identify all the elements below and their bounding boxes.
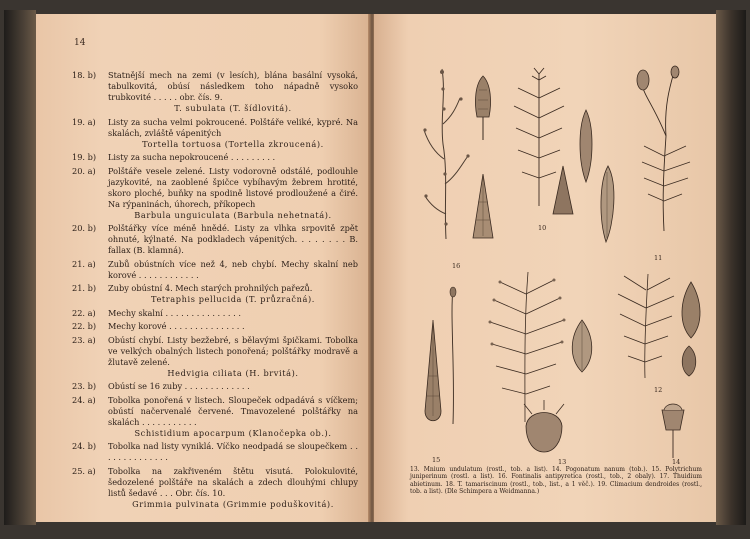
key-entry [72, 441, 376, 463]
key-entry [72, 166, 376, 221]
figure-label-16: 16 [452, 262, 461, 270]
capsule-illustration-c [596, 164, 620, 244]
key-entry [72, 259, 376, 281]
key-entry [72, 152, 376, 163]
key-entry [72, 395, 376, 439]
seta-illustration [446, 286, 460, 426]
key-entry-taxon: Hedvigia ciliata (H. brvitá). [167, 367, 299, 378]
key-entry-text: Tobolka ponořená v listech. Sloupeček odpadává s víčkem; obústí načervenalé červené. Tmavozelené polštářky na skalách . . . . . . . . . . . [108, 394, 358, 427]
left-page [36, 14, 370, 522]
key-entry-number: 20. a) [72, 165, 96, 176]
key-entry-text: Polštáře vesele zelené. Listy vodorovně odstálé, podlouhle jazykovité, na zaoblené špičce vybíhavým žebrem hrotité, skoro ploché, buňky na spodině listové prodloužené a čiré. Na rýpaninách, úhorech, příkopech [108, 165, 358, 209]
moss-illustration-left [416, 64, 476, 244]
capsule-illustration-d [514, 398, 574, 456]
book-cover-left-edge [4, 10, 36, 525]
illustration-plate [410, 54, 710, 466]
right-page [374, 14, 716, 522]
key-entry-text: Mechy korové . . . . . . . . . . . . . . . [108, 321, 245, 331]
key-entry-text: Listy za sucha velmi pokroucené. Polštáře veliké, kypré. Na skalách, zvláště vápenitých [108, 116, 358, 138]
key-entry [72, 466, 376, 510]
capsule-illustration-f [676, 344, 702, 378]
key-entry-text: Zubů obústních více než 4, neb chybí. Mechy skalní neb korové . . . . . . . . . . . . [108, 258, 358, 280]
key-entry-text: Tobolka na zakřiveném štětu visutá. Polokulovité, šedozelené polštáře na skalách a zdech dlouhými chlupy listů šedavé . . . Obr. čís. 10. [108, 465, 358, 498]
key-entry-text: Mechy skalní . . . . . . . . . . . . . . . [108, 307, 241, 318]
capsule-illustration-b [550, 164, 576, 216]
figure-label-11: 11 [654, 254, 663, 262]
key-entry-text: Polštářky více méně hnědé. Listy za vlhka srpovitě zpět ohnuté, kýlnaté. Na podkladech vápenitých. . . . . . . . B. fallax (B. klamná). [108, 223, 358, 255]
leaf-illustration-b [562, 318, 602, 374]
capsule-illustration-a [574, 106, 598, 186]
key-entry [72, 117, 376, 150]
key-entry [72, 283, 376, 305]
key-entry-number: 22. b) [72, 321, 97, 331]
key-entry-text: Statnější mech na zemi (v lesích), blána basální vysoká, tabulkovitá, obúsí následkem toho nápadně vysoko trubkovité . . . . . obr. čís. 9. [108, 70, 358, 102]
key-entry [72, 70, 376, 114]
book-cover-right-edge [716, 10, 746, 525]
key-entry-text: Listy za sucha nepokroucené . . . . . . . . . [108, 152, 276, 162]
key-entry-number: 21. a) [72, 258, 96, 269]
moss-illustration-17 [610, 270, 680, 380]
key-entry-number: 18. b) [72, 70, 97, 80]
key-entry [72, 321, 376, 332]
key-entry-text: Obústí se 16 zuby . . . . . . . . . . . . . [108, 381, 250, 391]
key-entry [72, 335, 376, 379]
key-entry-number: 19. a) [72, 116, 96, 127]
capsule-illustration-14 [656, 400, 690, 460]
capsule-illustration-13 [468, 72, 498, 142]
key-entry-taxon: Barbula unguiculata (Barbula nehetnatá). [134, 209, 332, 220]
key-entry-number: 22. a) [72, 307, 96, 318]
figure-label-13: 13 [558, 458, 567, 466]
capsule-illustration-e [674, 280, 708, 340]
figure-label-12: 12 [654, 386, 663, 394]
key-entry-taxon: Grimmia pulvinata (Grimmie poduškovitá). [132, 498, 334, 509]
key-entry-taxon: Tortella tortuosa (Tortella zkroucená). [142, 138, 324, 149]
key-entry-taxon: T. subulata (T. šídlovitá). [174, 103, 292, 113]
key-entry-number: 24. b) [72, 441, 97, 451]
key-entry [72, 308, 376, 319]
page-number: 14 [74, 38, 86, 48]
key-entry-taxon: Tetraphis pellucida (T. průzračná). [151, 294, 315, 304]
key-entry-number: 23. b) [72, 381, 97, 391]
capsule-illustration-15 [416, 316, 450, 446]
key-entry-number: 23. a) [72, 334, 96, 345]
identification-key [72, 70, 376, 512]
moss-illustration-right [634, 66, 698, 236]
key-entry-text: Obústí chybí. Listy bezžebré, s bělavými špičkami. Tobolka ve velkých obalných listech ponořená; polštářky modravě a žlutavě zelené. [108, 334, 358, 367]
figure-caption: 13. Mnium undulatum (rostl., tob. a list). 14. Pogonatum nanum (tob.). 15. Polytrichum juniperinum (rostl. a list). 16. Fontinalis antipyretica (rostl., tob., 2 obaly). 17. Thuidium abietinum. 18. T. tamariscinum (rostl., tob., list., a 1 věč.). 19. Climacium dendroides (rostl., tob. a list). (Dle Schimpera a Weidmanna.) [410, 466, 702, 496]
key-entry-text: Zuby obústní 4. Mech starých prohnilých pařezů. [108, 283, 313, 293]
key-entry [72, 381, 376, 392]
key-entry-taxon: Schistidium apocarpum (Klanočepka ob.). [134, 427, 332, 438]
leaf-illustration [470, 172, 496, 240]
figure-label-15: 15 [432, 456, 441, 464]
key-entry-number: 24. a) [72, 394, 96, 405]
figure-label-14: 14 [672, 458, 681, 466]
key-entry-number: 21. b) [72, 283, 97, 293]
key-entry [72, 223, 376, 256]
figure-label-10: 10 [538, 224, 547, 232]
key-entry-number: 20. b) [72, 223, 97, 233]
key-entry-number: 19. b) [72, 152, 97, 162]
key-entry-text: Tobolka nad listy vyniklá. Víčko neodpadá se sloupečkem . . . . . . . . . . . . . . [108, 441, 358, 462]
key-entry-number: 25. a) [72, 465, 96, 476]
